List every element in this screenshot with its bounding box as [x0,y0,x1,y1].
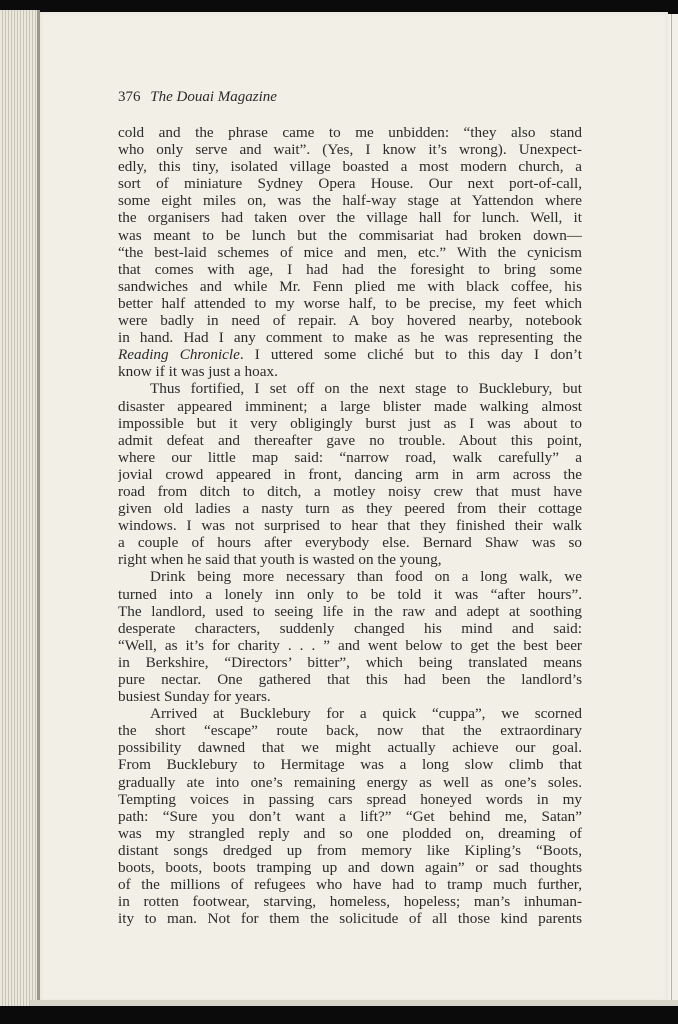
text-line: road from ditch to ditch, a motley noisy crew that must have [118,482,582,500]
text-line: disaster appeared imminent; a large blister made walking almost [118,397,582,415]
text-line: sort of miniature Sydney Opera House. Our next port-of-call, [118,175,582,193]
text-line: jovial crowd appeared in front, dancing arm in arm across the [118,465,582,483]
page-bottom-edge [30,1000,678,1006]
facing-page-edge [668,14,678,1004]
article-body [118,124,582,927]
text-line: From Bucklebury to Hermitage was a long slow climb that [118,756,582,774]
text-line: Tempting voices in passing cars spread honeyed words in my [118,790,582,808]
text-line: better half attended to my worse half, to be precise, my feet which [118,294,582,312]
text-line: turned into a lonely inn only to be told it was “after hours”. [118,585,582,603]
paragraph-first-line: Arrived at Bucklebury for a quick “cuppa”, we scorned [150,705,582,723]
text-line: admit defeat and thereafter gave no trouble. About this point, [118,431,582,449]
text-line: edly, this tiny, isolated village boasted a most modern church, a [118,158,582,176]
stacked-page-edges [0,10,40,1006]
text-line: some eight miles on, was the half-way stage at Yattendon where [118,192,582,210]
text-line: impossible but it very obligingly burst just as I was about to [118,414,582,432]
text-line: sandwiches and while Mr. Fenn plied me with black coffee, his [118,277,582,295]
text-line: the organisers had taken over the village hall for lunch. Well, it [118,209,582,227]
running-header [118,89,277,106]
text-line: cold and the phrase came to me unbidden: “they also stand [118,124,582,141]
text-line: “Well, as it’s for charity . . . ” and went below to get the best beer [118,636,582,654]
text-line: that comes with age, I had had the foresight to bring some [118,260,582,278]
paragraph-first-line: Thus fortified, I set off on the next stage to Bucklebury, but [150,380,582,398]
text-fragment: . I uttered some cliché but to this day I don’t [239,346,582,364]
paragraph-last-line: right when he said that youth is wasted on the young, [118,551,442,569]
text-line: pure nectar. One gathered that this had been the landlord’s [118,671,582,688]
page-number: 376 [118,89,141,105]
text-line: possibility dawned that we might actually achieve our goal. [118,739,582,757]
text-line-with-italic [118,346,582,363]
text-line: in rotten footwear, starving, homeless, hopeless; man’s inhuman- [118,893,582,911]
text-line: “the best-laid schemes of mice and men, etc.” With the cynicism [118,243,582,261]
text-line: was my strangled reply and so one plodded on, dreaming of [118,824,582,842]
publication-title: Reading Chronicle [118,346,240,364]
paragraph-last-line: know if it was just a hoax. [118,363,278,381]
text-line: boots, boots, boots tramping up and down again” or sad thoughts [118,859,582,877]
text-line: where our little map said: “narrow road, walk carefully” a [118,448,582,466]
text-line: path: “Sure you don’t want a lift?” “Get behind me, Satan” [118,807,582,825]
text-line: in hand. Had I any comment to make as he was representing the [118,329,582,347]
text-line: desperate characters, suddenly changed his mind and said: [118,619,582,637]
text-line: the short “escape” route back, now that the extraordinary [118,722,582,740]
running-title: The Douai Magazine [150,89,277,105]
paragraph-last-line: busiest Sunday for years. [118,688,271,706]
text-line: was meant to be lunch but the commisariat had broken down— [118,226,582,244]
text-line: ity to man. Not for them the solicitude of all those kind parents [118,910,582,928]
text-line: who only serve and wait”. (Yes, I know it’s wrong). Unexpect- [118,141,582,159]
text-line: given old ladies a nasty turn as they peered from their cottage [118,500,582,518]
text-line: distant songs dredged up from memory like Kipling’s “Boots, [118,841,582,859]
text-line: windows. I was not surprised to hear that they finished their walk [118,517,582,535]
text-line: in Berkshire, “Directors’ bitter”, which being translated means [118,653,582,671]
text-line: gradually ate into one’s remaining energy as well as one’s soles. [118,773,582,791]
text-line: were badly in need of repair. A boy hovered nearby, notebook [118,312,582,330]
text-line: The landlord, used to seeing life in the raw and adept at soothing [118,602,582,620]
text-line: a couple of hours after everybody else. Bernard Shaw was so [118,534,582,552]
text-line: of the millions of refugees who have had to tramp much further, [118,876,582,894]
paragraph-first-line: Drink being more necessary than food on a long walk, we [150,568,582,586]
